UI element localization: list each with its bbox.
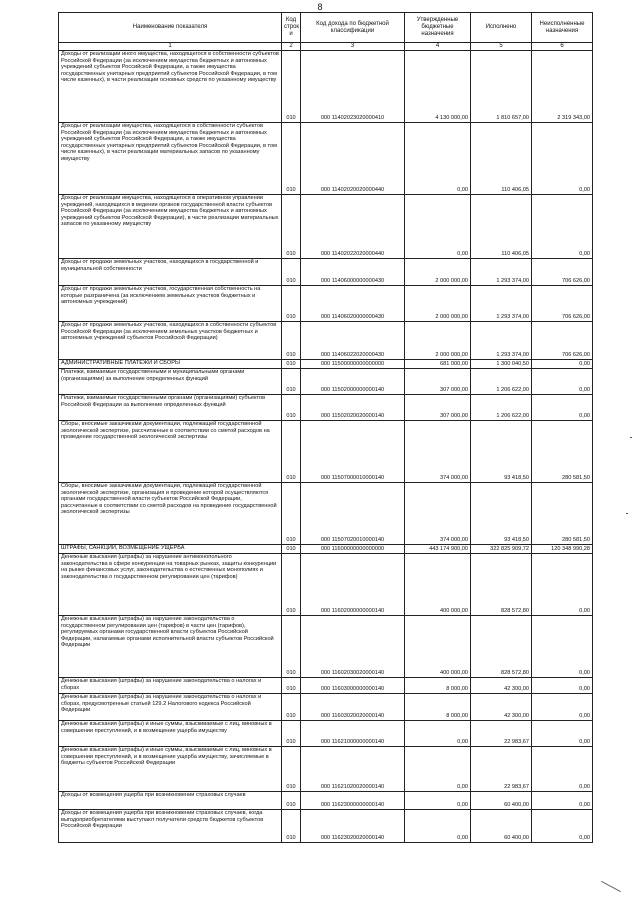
row-name: Денежные взыскания (штрафы) за нарушение законодательства о налогах и сборах (59, 677, 282, 693)
column-number: 5 (471, 43, 532, 51)
row-code: 010 (282, 285, 301, 321)
header-name: Наименование показателя (59, 13, 282, 43)
executed-amount: 1 206 622,00 (471, 394, 532, 420)
income-code: 000 11402023020000410 (301, 50, 405, 122)
row-name: Доходы от продажи земельных участков, государственная собственность на которые разграничена (за исключением земельных участков бюджетных и автономных учреждений) (59, 285, 282, 321)
row-name: Сборы, вносимые заказчиками документации, подлежащей государственной экологической экспертизе, рассчитанные в соответствии со сметой расходов на проведение государственной экологической экспертизы (59, 420, 282, 482)
row-code: 010 (282, 720, 301, 746)
unexecuted-amount: 0,00 (532, 553, 593, 615)
unexecuted-amount: 706 626,00 (532, 321, 593, 359)
executed-amount: 1 810 657,00 (471, 50, 532, 122)
row-code: 010 (282, 122, 301, 194)
row-name: Доходы от возмещения ущерба при возникновении страховых случаев, когда выгодоприобретателями выступают получатели средств бюджетов субъектов Российской Федерации (59, 809, 282, 842)
row-code: 010 (282, 693, 301, 720)
executed-amount: 60 400,00 (471, 809, 532, 842)
row-name: Доходы от продажи земельных участков, находящихся в государственной и муниципальной собственности (59, 258, 282, 285)
income-code: 000 11507000010000140 (301, 420, 405, 482)
approved-amount: 681 000,00 (405, 359, 471, 368)
executed-amount: 42 300,00 (471, 693, 532, 720)
row-code: 010 (282, 368, 301, 394)
row-name: Доходы от реализации иного имущества, находящегося в собственности субъектов Российской Федерации (за исключением имущества бюджетных и автономных учреждений субъектов Российской Федерации, а также имущества государственных унитарных предприятий субъектов Российской Федерации, в том числе казенных), в части реализации основных средств по указанному имуществу (59, 50, 282, 122)
row-code: 010 (282, 809, 301, 842)
approved-amount: 400 000,00 (405, 553, 471, 615)
income-code: 000 11602030020000140 (301, 615, 405, 677)
row-code: 010 (282, 746, 301, 791)
row-code: 010 (282, 50, 301, 122)
approved-amount: 0,00 (405, 809, 471, 842)
unexecuted-amount: 2 319 343,00 (532, 50, 593, 122)
unexecuted-amount: 0,00 (532, 394, 593, 420)
unexecuted-amount: 280 581,50 (532, 420, 593, 482)
row-name: Денежные взыскания (штрафы) за нарушение антимонопольного законодательства в сфере конкуренции на товарных рынках, защиты конкуренции на рынке финансовых услуг, законодательства о естественных монополиях и законодательства о государственном регулировании цен (тарифов) (59, 553, 282, 615)
table-row (59, 693, 593, 720)
executed-amount: 1 300 040,50 (471, 359, 532, 368)
scan-speck (626, 513, 628, 514)
executed-amount: 322 825 909,72 (471, 544, 532, 553)
row-code: 010 (282, 544, 301, 553)
table-row (59, 677, 593, 693)
row-code: 010 (282, 482, 301, 544)
column-number: 4 (405, 43, 471, 51)
table-row (59, 258, 593, 285)
income-code: 000 11502000000000140 (301, 368, 405, 394)
income-code: 000 11603020020000140 (301, 693, 405, 720)
table-row (59, 482, 593, 544)
executed-amount: 22 983,67 (471, 746, 532, 791)
income-code: 000 11600000000000000 (301, 544, 405, 553)
income-code: 000 11406020000000430 (301, 285, 405, 321)
page-number: 8 (317, 2, 323, 12)
income-code: 000 11621020020000140 (301, 746, 405, 791)
unexecuted-amount: 0,00 (532, 194, 593, 258)
table-row (59, 285, 593, 321)
table-row (59, 791, 593, 809)
header-row-code: Код строк и (282, 13, 301, 43)
row-name: Доходы от возмещения ущерба при возникновении страховых случаев (59, 791, 282, 809)
header-unexecuted: Неисполненные назначения (532, 13, 593, 43)
row-name: Платежи, взимаемые государственными органами (организациями) субъектов Российской Федерации за выполнение определенных функций (59, 394, 282, 420)
approved-amount: 2 000 000,00 (405, 258, 471, 285)
income-code: 000 11502020020000140 (301, 394, 405, 420)
income-code: 000 11406022020000430 (301, 321, 405, 359)
unexecuted-amount: 0,00 (532, 122, 593, 194)
approved-amount: 4 130 000,00 (405, 50, 471, 122)
approved-amount: 0,00 (405, 194, 471, 258)
budget-execution-table (58, 12, 593, 843)
table-row (59, 809, 593, 842)
executed-amount: 110 406,05 (471, 122, 532, 194)
approved-amount: 2 000 000,00 (405, 321, 471, 359)
table-row (59, 394, 593, 420)
executed-amount: 42 300,00 (471, 677, 532, 693)
table-row (59, 359, 593, 368)
row-code: 010 (282, 258, 301, 285)
unexecuted-amount: 0,00 (532, 791, 593, 809)
table-row (59, 321, 593, 359)
executed-amount: 1 206 622,00 (471, 368, 532, 394)
executed-amount: 1 293 374,00 (471, 321, 532, 359)
approved-amount: 8 000,00 (405, 677, 471, 693)
column-number: 3 (301, 43, 405, 51)
approved-amount: 2 000 000,00 (405, 285, 471, 321)
column-number: 2 (282, 43, 301, 51)
row-name: Доходы от продажи земельных участков, находящихся в собственности субъектов Российской Федерации (за исключением земельных участков бюджетных и автономных учреждений субъектов Российской Федерации) (59, 321, 282, 359)
approved-amount: 374 000,00 (405, 482, 471, 544)
scan-mark (601, 881, 621, 892)
row-name: Доходы от реализации имущества, находящегося в собственности субъектов Российской Федерации (за исключением имущества бюджетных и автономных учреждений субъектов Российской Федерации, а также имущества государственных унитарных предприятий субъектов Российской Федерации, в том числе казенных), в части реализации материальных запасов по указанному имуществу (59, 122, 282, 194)
header-approved: Утвержденные бюджетные назначения (405, 13, 471, 43)
table-row (59, 420, 593, 482)
unexecuted-amount: 0,00 (532, 693, 593, 720)
unexecuted-amount: 0,00 (532, 359, 593, 368)
income-code: 000 11406000000000430 (301, 258, 405, 285)
row-code: 010 (282, 321, 301, 359)
row-name: Денежные взыскания (штрафы) и иные суммы, взыскиваемые с лиц, виновных в совершении преступлений, и в возмещение ущерба имуществу, зачисляемые в бюджеты субъектов Российской Федерации (59, 746, 282, 791)
executed-amount: 110 406,05 (471, 194, 532, 258)
executed-amount: 93 418,50 (471, 420, 532, 482)
approved-amount: 0,00 (405, 746, 471, 791)
executed-amount: 828 572,80 (471, 553, 532, 615)
scan-speck (630, 437, 632, 438)
income-code: 000 11603000000000140 (301, 677, 405, 693)
table-row (59, 544, 593, 553)
table-row (59, 368, 593, 394)
approved-amount: 8 000,00 (405, 693, 471, 720)
table-row (59, 194, 593, 258)
table-row (59, 50, 593, 122)
column-number: 1 (59, 43, 282, 51)
unexecuted-amount: 0,00 (532, 615, 593, 677)
row-name: Денежные взыскания (штрафы) за нарушение законодательства о налогах и сборах, предусмотренные статьей 129.2 Налогового кодекса Российской Федерации (59, 693, 282, 720)
row-code: 010 (282, 677, 301, 693)
executed-amount: 828 572,80 (471, 615, 532, 677)
row-name: ШТРАФЫ, САНКЦИИ, ВОЗМЕЩЕНИЕ УЩЕРБА (59, 544, 282, 553)
approved-amount: 0,00 (405, 122, 471, 194)
executed-amount: 1 293 374,00 (471, 258, 532, 285)
table-row (59, 720, 593, 746)
executed-amount: 93 418,50 (471, 482, 532, 544)
unexecuted-amount: 0,00 (532, 368, 593, 394)
income-code: 000 11402020020000440 (301, 122, 405, 194)
row-code: 010 (282, 394, 301, 420)
unexecuted-amount: 706 626,00 (532, 285, 593, 321)
unexecuted-amount: 0,00 (532, 677, 593, 693)
row-name: АДМИНИСТРАТИВНЫЕ ПЛАТЕЖИ И СБОРЫ (59, 359, 282, 368)
approved-amount: 307 000,00 (405, 368, 471, 394)
income-code: 000 11500000000000000 (301, 359, 405, 368)
row-name: Денежные взыскания (штрафы) за нарушение законодательства о государственном регулировании цен (тарифов) в части цен (тарифов), регулируемых органами государственной власти субъектов Российской Федерации, налагаемые органами исполнительной власти субъектов Российской Федерации (59, 615, 282, 677)
approved-amount: 0,00 (405, 720, 471, 746)
column-number: 6 (532, 43, 593, 51)
income-code: 000 11602000000000140 (301, 553, 405, 615)
approved-amount: 374 000,00 (405, 420, 471, 482)
executed-amount: 22 983,67 (471, 720, 532, 746)
income-code: 000 11621000000000140 (301, 720, 405, 746)
header-executed: Исполнено (471, 13, 532, 43)
income-code: 000 11623000000000140 (301, 791, 405, 809)
income-code: 000 11402022020000440 (301, 194, 405, 258)
approved-amount: 400 000,00 (405, 615, 471, 677)
row-code: 010 (282, 420, 301, 482)
table-row (59, 122, 593, 194)
header-income-code: Код дохода по бюджетной классификации (301, 13, 405, 43)
unexecuted-amount: 120 348 990,28 (532, 544, 593, 553)
table-row (59, 553, 593, 615)
row-name: Денежные взыскания (штрафы) и иные суммы, взыскиваемые с лиц, виновных в совершении преступлений, и в возмещение ущерба имуществу (59, 720, 282, 746)
unexecuted-amount: 0,00 (532, 720, 593, 746)
table-row (59, 615, 593, 677)
unexecuted-amount: 0,00 (532, 809, 593, 842)
unexecuted-amount: 280 581,50 (532, 482, 593, 544)
table-row (59, 746, 593, 791)
row-name: Платежи, взимаемые государственными и муниципальными органами (организациями) за выполнение определенных функций (59, 368, 282, 394)
income-code: 000 11623020020000140 (301, 809, 405, 842)
approved-amount: 0,00 (405, 791, 471, 809)
approved-amount: 307 000,00 (405, 394, 471, 420)
row-code: 010 (282, 553, 301, 615)
row-name: Доходы от реализации имущества, находящегося в оперативном управлении учреждений, находящихся в ведении органов государственной власти субъектов Российской Федерации (за исключением имущества бюджетных и автономных учреждений субъектов Российской Федерации), в части реализации материальных запасов по указанному имуществу (59, 194, 282, 258)
row-code: 010 (282, 615, 301, 677)
unexecuted-amount: 706 626,00 (532, 258, 593, 285)
unexecuted-amount: 0,00 (532, 746, 593, 791)
row-code: 010 (282, 194, 301, 258)
approved-amount: 443 174 900,00 (405, 544, 471, 553)
row-code: 010 (282, 791, 301, 809)
row-name: Сборы, вносимые заказчиками документации, подлежащей государственной экологической экспертизе, организация и проведение которой осуществляются органами государственной власти субъектов Российской Федерации, рассчитанные в соответствии со сметой расходов на проведение государственной экологической экспертизы (59, 482, 282, 544)
executed-amount: 1 293 374,00 (471, 285, 532, 321)
executed-amount: 60 400,00 (471, 791, 532, 809)
row-code: 010 (282, 359, 301, 368)
income-code: 000 11507020010000140 (301, 482, 405, 544)
